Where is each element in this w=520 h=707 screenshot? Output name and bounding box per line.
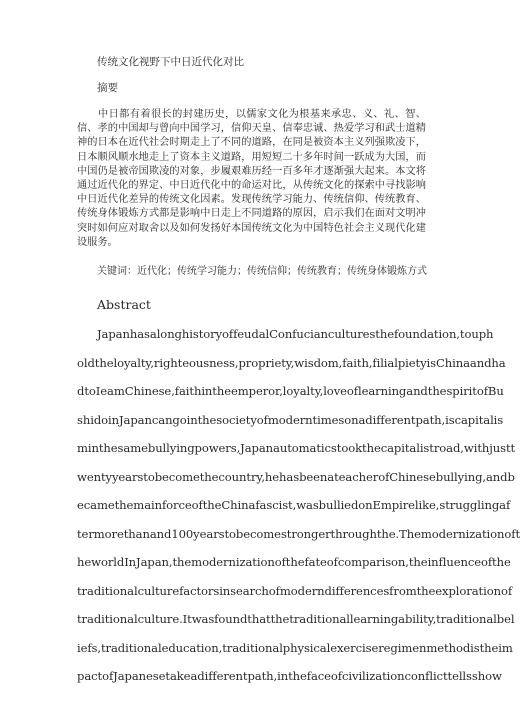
abstract-en-line: JapanhasalonghistoryoffeudalConfucianculturesthefoundation,touph (97, 327, 494, 341)
abstract-en-line: wentyyearstobecomethecountry,hehasbeenateacherofChinesebullying,andb (77, 469, 515, 484)
abstract-en-line: ecamethemainforceoftheChinafascist,wasbulliedonEmpirelike,strugglingaf (77, 498, 511, 512)
abstract-heading-en: Abstract (97, 297, 151, 312)
abstract-en-line: termorethanand100yearstobecomestrongerthroughthe.Themodernizationoft (77, 526, 520, 541)
abstract-en-line: minthesamebullyingpowers,Japanautomaticstookthecapitalistroad,withjustt (77, 441, 516, 455)
abstract-en-line: dtoIeamChinese,faithintheemperor,loyalty,loveoflearningandthespiritofBu (77, 384, 504, 398)
abstract-en-line: shidoinJapancangointhesocietyofmoderntimesonadifferentpath,iscapitalis (77, 412, 504, 427)
abstract-en-line: heworldInJapan,themodernizationofthefateofcomparison,theinfluenceofthe (77, 555, 511, 569)
abstract-en-line: iefs,traditionaleducation,traditionalphysicalexerciseregimenmethodistheim (77, 640, 513, 655)
abstract-en-line: traditionalculturefactorsinsearchofmoderndifferencesfromtheexplorationof (77, 583, 513, 598)
abstract-en-line: traditionalculture.Itwasfoundthatthetraditionallearningability,traditionalbel (77, 612, 515, 626)
abstract-body-cn: 中日都有着很长的封建历史，以儒家文化为根基来承忠、义、礼、智、信、孝的中国却与曾向中国学习，信仰天皇、信奉忠诚、热爱学习和武士道精神的日本在近代社会时期走上了不同的道路，在同是被资本主义列强欺凌下，日本顺风顺水地走上了资本主义道路，用短短二十多年时间一跃成为大国，而中国仍是被帝国欺凌的对象，步履艰难历经一百多年才逐渐强大起来。本文将通过近代化的界定、中日近代化中的命运对比，从传统文化的探索中寻找影响中日近代化差异的传统文化因素。发现传统学习能力、传统信仰、传统教育、传统身体锻炼方式都是影响中日走上不同道路的原因，启示我们在面对文明冲突时如何应对取舍以及如何发扬好本国传统文化为中国特色社会主义现代化建设服务。 (77, 109, 426, 248)
abstract-body-en (77, 320, 520, 691)
keywords-cn: 关键词：近代化；传统学习能力；传统信仰；传统教育；传统身体锻炼方式 (97, 266, 427, 277)
abstract-en-line: oldtheloyalty,righteousness,propriety,wisdom,faith,filialpietyisChinaandha (77, 355, 506, 370)
paper-title: 传统文化视野下中日近代化对比 (97, 56, 244, 68)
abstract-heading-cn: 摘要 (97, 82, 118, 94)
abstract-en-line: pactofJapanesetakeadifferentpath,inthefaceofcivilizationconflicttellsshow (77, 669, 502, 683)
